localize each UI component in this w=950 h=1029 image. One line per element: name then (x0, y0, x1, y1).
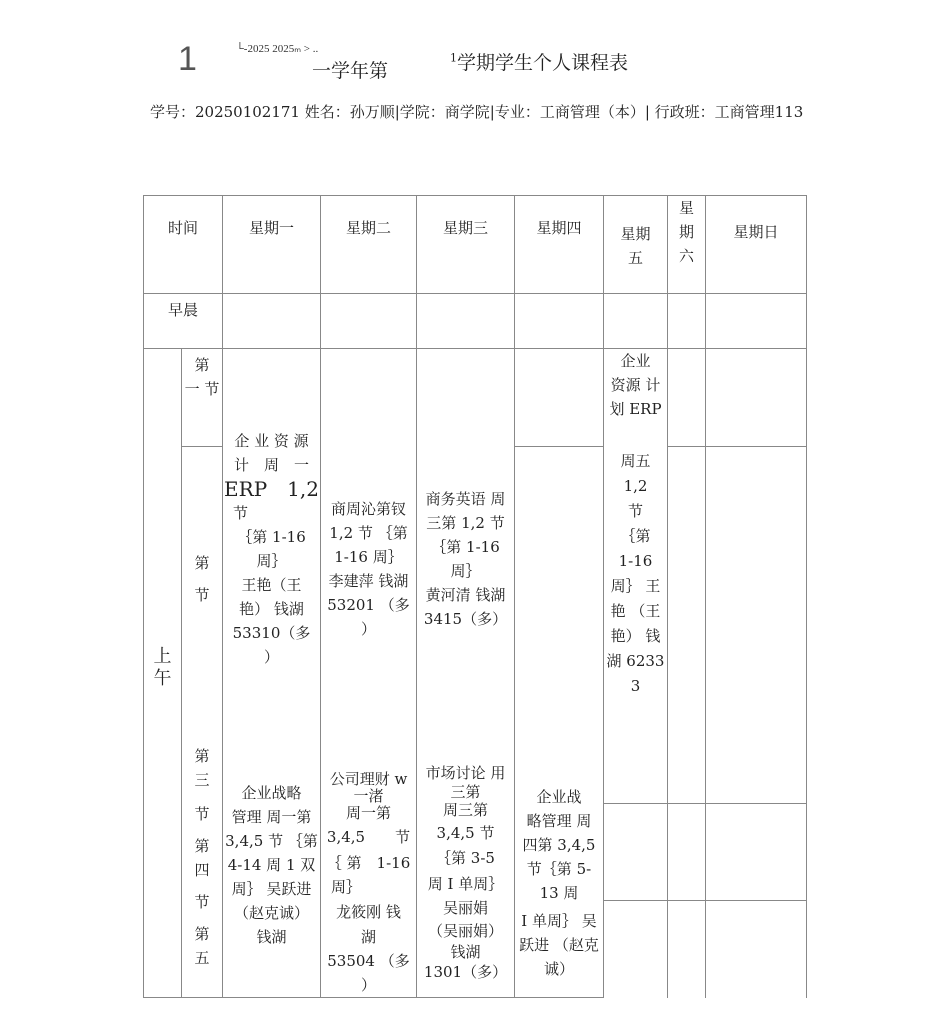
course-line: 节 (627, 502, 643, 520)
course-tue-3 (321, 768, 416, 996)
header-friday-line: 五 (627, 249, 643, 267)
period-line: 四 (194, 861, 210, 879)
course-line: 53504 （多 (327, 952, 410, 970)
course-line: 53201 （多 (327, 596, 410, 614)
am-char: 上 (153, 646, 172, 667)
header-wednesday: 星期三 (442, 219, 488, 237)
course-line: 三第 (450, 783, 481, 801)
course-line: 一渚 (353, 787, 384, 805)
header-friday (604, 222, 667, 270)
course-line: 3 (630, 677, 641, 695)
course-line: ｛ 第 1-16 (326, 854, 411, 872)
course-line: 诚） (543, 960, 574, 978)
course-line: I 单周｝ 吴 (521, 912, 597, 930)
am-label (144, 646, 181, 690)
course-line: 1,2 节 ｛第 (329, 524, 408, 542)
course-line: 3,4,5 节 (326, 828, 411, 846)
course-line: ） (263, 648, 279, 666)
header-sunday: 星期日 (733, 223, 779, 241)
course-line: 湖 6233 (606, 652, 665, 670)
period-2-label (182, 547, 222, 611)
course-line: 三第 1,2 节 (426, 514, 505, 532)
course-line: ｛第 3-5 (436, 849, 495, 867)
course-line: 跃进 （赵克 (519, 936, 599, 954)
course-line: 计 周 一 (233, 456, 309, 474)
course-line: 53310（多 (232, 624, 311, 642)
period-line: 第 (194, 554, 210, 572)
course-line: 3,4,5 节 (436, 824, 495, 842)
course-line: 企业 (620, 352, 651, 370)
period-line: 节 (194, 586, 210, 604)
course-line: 钱湖 (256, 928, 287, 946)
period-line: 第 (194, 747, 210, 765)
course-line: 略管理 周 (526, 812, 592, 830)
course-line: 龙筱刚 钱 (336, 903, 401, 921)
course-line: 管理 周一第 (231, 808, 312, 826)
course-line: 王艳（王 (241, 576, 302, 594)
course-line: 艳） 钱湖 (239, 600, 304, 618)
period-line: 第 (194, 837, 210, 855)
course-line: 周｝ 王 (610, 577, 661, 595)
period-line: 第 (194, 356, 210, 374)
course-line: 1,2 (623, 477, 648, 495)
title-number: 1 (178, 40, 197, 78)
course-line: 艳 （王 (610, 602, 661, 620)
period-line: 一 节 (184, 380, 220, 398)
course-wed-3 (417, 762, 514, 984)
course-line: 划 ERP (609, 400, 662, 418)
course-line: ） (360, 976, 376, 994)
course-line: 商周沁第钗 (330, 500, 406, 518)
course-line: 吴丽娟 (442, 899, 488, 917)
course-line: 公司理财 w (329, 770, 408, 788)
course-line: ｛第 1-16 (431, 538, 500, 556)
row-morning: 早晨 (167, 301, 198, 319)
title-year-label: 一学年第 (312, 60, 389, 82)
course-line: ｛第 (620, 527, 651, 545)
course-thu-3 (515, 785, 603, 981)
period-3-5-label (182, 744, 222, 970)
course-line: 节｛第 5- (526, 860, 592, 878)
course-line: 4-14 周 1 双 (227, 856, 316, 874)
course-line: 13 周 (539, 884, 579, 902)
course-fri-top (604, 349, 667, 421)
header-saturday (668, 196, 705, 268)
period-line: 五 (194, 949, 210, 967)
course-line: 艳） 钱 (610, 627, 661, 645)
course-line: 周｝ (450, 562, 481, 580)
header-monday: 星期一 (248, 219, 294, 237)
course-line: 企业战略 (241, 784, 302, 802)
course-line: （吴丽娟） (427, 922, 503, 940)
course-line: （赵克诚） (233, 904, 309, 922)
course-mon-3 (223, 781, 320, 949)
title-main (450, 48, 628, 75)
course-line: 1-16 (618, 552, 653, 570)
course-fri-erp (604, 449, 667, 699)
course-line: 周 I 单周｝ (427, 875, 504, 893)
course-line: 市场讨论 用 (425, 764, 506, 782)
course-line: ） (360, 620, 376, 638)
period-line: 第 (194, 925, 210, 943)
student-info: 学号：20250102171 姓名：孙万顺|学院：商学院|专业：工商管理（本）| 行政班：工商管理113 (150, 103, 804, 121)
course-line: 企 业 资 源 (234, 432, 309, 450)
header-thursday: 星期四 (536, 219, 582, 237)
course-line: 钱湖 (450, 943, 481, 961)
course-line: 周五 (620, 452, 651, 470)
course-line: ｛第 1-16 (237, 528, 306, 546)
course-line: ERP 1,2 (224, 477, 319, 501)
header-saturday-char: 星 (678, 199, 694, 217)
header-saturday-char: 期 (678, 223, 694, 241)
course-mon-erp (223, 429, 320, 669)
course-line: 1301（多） (423, 963, 508, 981)
period-line: 节 (194, 893, 210, 911)
header-tuesday: 星期二 (345, 219, 391, 237)
course-line: 资源 计 (610, 376, 661, 394)
course-wed-1 (417, 487, 514, 631)
course-line: 周｝ (331, 878, 362, 896)
course-line: 3,4,5 节 ｛第 (225, 832, 318, 850)
course-line: 周三第 (442, 801, 488, 819)
course-line: 企业战 (536, 788, 582, 806)
course-line: 1-16 周｝ (334, 548, 403, 566)
course-tue-1 (321, 497, 416, 641)
course-line: 3415（多） (423, 610, 508, 628)
term-number: 1 (450, 51, 457, 65)
title-years: └-2025 2025ₘ > .. (236, 43, 319, 55)
title-text: 学期学生个人课程表 (457, 52, 629, 74)
course-line: 节 (233, 504, 249, 522)
course-line: 李建萍 钱湖 (328, 572, 409, 590)
header-friday-line: 星期 (620, 225, 651, 243)
course-line: 湖 (360, 928, 376, 946)
period-line: 三 (194, 771, 210, 789)
course-line: 周｝ (256, 552, 287, 570)
course-line: 周一第 (345, 804, 391, 822)
course-line: 周｝ 吴跃进 (231, 880, 312, 898)
course-line: 商务英语 周 (425, 490, 506, 508)
am-char: 午 (153, 668, 172, 689)
course-line: 四第 3,4,5 (522, 836, 596, 854)
course-line: 黄河清 钱湖 (425, 586, 506, 604)
header-saturday-char: 六 (678, 247, 694, 265)
period-line: 节 (194, 805, 210, 823)
period-1-label (182, 353, 222, 401)
header-time: 时间 (167, 219, 198, 237)
